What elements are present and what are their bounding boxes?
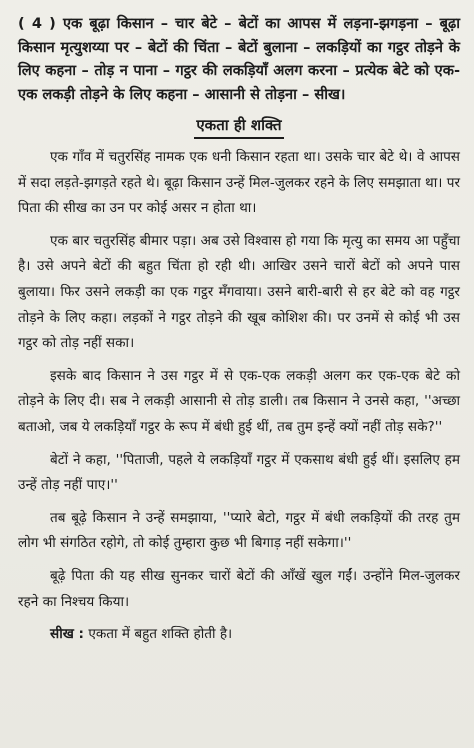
- story-paragraph-3: इसके बाद किसान ने उस गट्ठर में से एक-एक लकड़ी अलग कर एक-एक बेटे को तोड़ने के लिए दी। सब ने लकड़ी आसानी से तोड़ डाली। तब किसान ने उनसे कहा, ''अच्छा बताओ, जब ये लकड़ियाँ गट्ठर के रूप में बंधी हुई थीं, तब तुम इन्हें क्यों नहीं तोड़ सके?'': [18, 367, 460, 435]
- story-paragraph-1: एक गाँव में चतुरसिंह नामक एक धनी किसान रहता था। उसके चार बेटे थे। वे आपस में सदा लड़ते-झगड़ते रहते थे। बूढ़ा किसान उन्हें मिल-जुलकर रहने के लिए समझाता था। पर पिता की सीख का उन पर कोई असर न होता था।: [18, 149, 461, 217]
- moral-label: सीख :: [50, 626, 84, 643]
- story-paragraph-2: एक बार चतुरसिंह बीमार पड़ा। अब उसे विश्वास हो गया कि मृत्यु का समय आ पहुँचा है। उसे अपने बेटों की बहुत चिंता हो रही थी। आखिर उसने चारों बेटों को अपने पास बुलाया। फिर उसने लकड़ी का एक गट्ठर मँगवाया। उसने बारी-बारी से हर बेटे को वह गट्ठर तोड़ने के लिए कहा। लड़कों ने गट्ठर तोड़ने की खूब कोशिश की। पर उनमें से कोई भी उस गट्ठर को तोड़ नहीं सका।: [18, 232, 460, 352]
- story-outline: ( 4 ) एक बूढ़ा किसान – चार बेटे – बेटों का आपस में लड़ना-झगड़ना – बूढ़ा किसान मृत्युशय्या पर – बेटों की चिंता – बेटों बुलाना – लकड़ियों का गट्ठर तोड़ने के लिए कहना – तोड़ न पाना – गट्ठर की लकड़ियाँ अलग करना – प्रत्येक बेटे को एक-एक लकड़ी तोड़ने के लिए कहना – आसानी से तोड़ना – सीख।: [18, 15, 460, 103]
- story-paragraph-5: तब बूढ़े किसान ने उन्हें समझाया, ''प्यारे बेटो, गट्ठर में बंधी लकड़ियों की तरह तुम लोग भी संगठित रहोगे, तो कोई तुम्हारा कुछ भी बिगाड़ नहीं सकेगा।'': [18, 509, 460, 552]
- story-paragraph-6: बूढ़े पिता की यह सीख सुनकर चारों बेटों की आँखें खुल गईं। उन्होंने मिल-जुलकर रहने का निश्चय किया।: [18, 567, 460, 610]
- title-wrap: [18, 114, 460, 139]
- moral-line: [18, 622, 460, 648]
- story-title: एकता ही शक्ति: [194, 114, 283, 139]
- moral-text: एकता में बहुत शक्ति होती है।: [84, 626, 233, 643]
- story-paragraph-4: बेटों ने कहा, ''पिताजी, पहले ये लकड़ियाँ गट्ठर में एकसाथ बंधी हुई थीं। इसलिए हम उन्हें तोड़ नहीं पाए।'': [18, 451, 460, 494]
